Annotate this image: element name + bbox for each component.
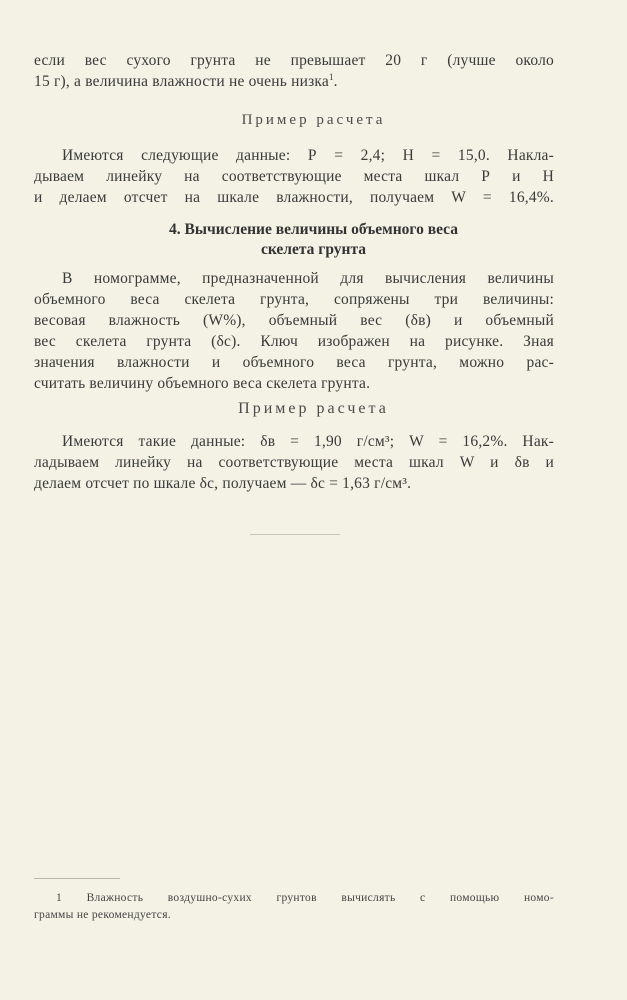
intro-line-1: если вес сухого грунта не превышает 20 г (лучше около — [34, 52, 554, 69]
example-2-title: Пример расчета — [238, 400, 389, 417]
section-4-line-5: значения влажности и объемного веса грунта, можно рас- — [34, 354, 554, 371]
example-1-title: Пример расчета — [241, 112, 386, 128]
example-2-line-2: ладываем линейку на соответствующие места шкал W и δв и — [34, 454, 554, 471]
section-4-heading — [0, 220, 627, 260]
section-4-line-2: объемного веса скелета грунта, сопряжены три величины: — [34, 291, 554, 308]
section-4-paragraph — [34, 268, 554, 394]
footnote-reference: 1 — [328, 71, 334, 82]
section-4-line-1: В номограмме, предназначенной для вычисления величины — [62, 270, 554, 287]
intro-paragraph — [34, 50, 554, 92]
example-1-paragraph — [34, 145, 554, 208]
footnote-marker: 1 — [56, 892, 63, 904]
example-2-paragraph — [34, 431, 554, 494]
section-4-line-6: считать величину объемного веса скелета грунта. — [34, 375, 371, 392]
intro-line-2-text: 15 г), а величина влажности не очень низка — [34, 73, 329, 90]
section-4-heading-line-2: скелета грунта — [261, 241, 366, 258]
footnote — [34, 890, 554, 924]
example-2-line-1: Имеются такие данные: δв = 1,90 г/см³; W = 16,2%. Нак- — [62, 433, 554, 450]
example-1-line-3: и делаем отсчет на шкале влажности, получаем W = 16,4%. — [34, 189, 554, 206]
section-divider — [250, 534, 340, 535]
footnote-line-1 — [34, 890, 554, 907]
example-1-line-1: Имеются следующие данные: Р = 2,4; Н = 15,0. Накла- — [62, 147, 554, 164]
example-1-line-2: дываем линейку на соответствующие места шкал Р и Н — [34, 168, 554, 185]
footnote-divider — [34, 878, 120, 879]
footnote-line-1-text: Влажность воздушно-сухих грунтов вычислять с помощью номо- — [86, 892, 554, 904]
intro-line-2: 15 г), а величина влажности не очень низка$^1$. — [34, 71, 338, 90]
section-4-heading-line-1: 4. Вычисление величины объемного веса — [169, 221, 458, 238]
section-4-line-3: весовая влажность (W%), объемный вес (δв) и объемный — [34, 312, 554, 329]
footnote-line-2: граммы не рекомендуется. — [34, 909, 171, 921]
section-4-line-4: вес скелета грунта (δc). Ключ изображен на рисунке. Зная — [34, 333, 554, 350]
example-2-line-3: делаем отсчет по шкале δc, получаем — δc = 1,63 г/см³. — [34, 475, 412, 492]
